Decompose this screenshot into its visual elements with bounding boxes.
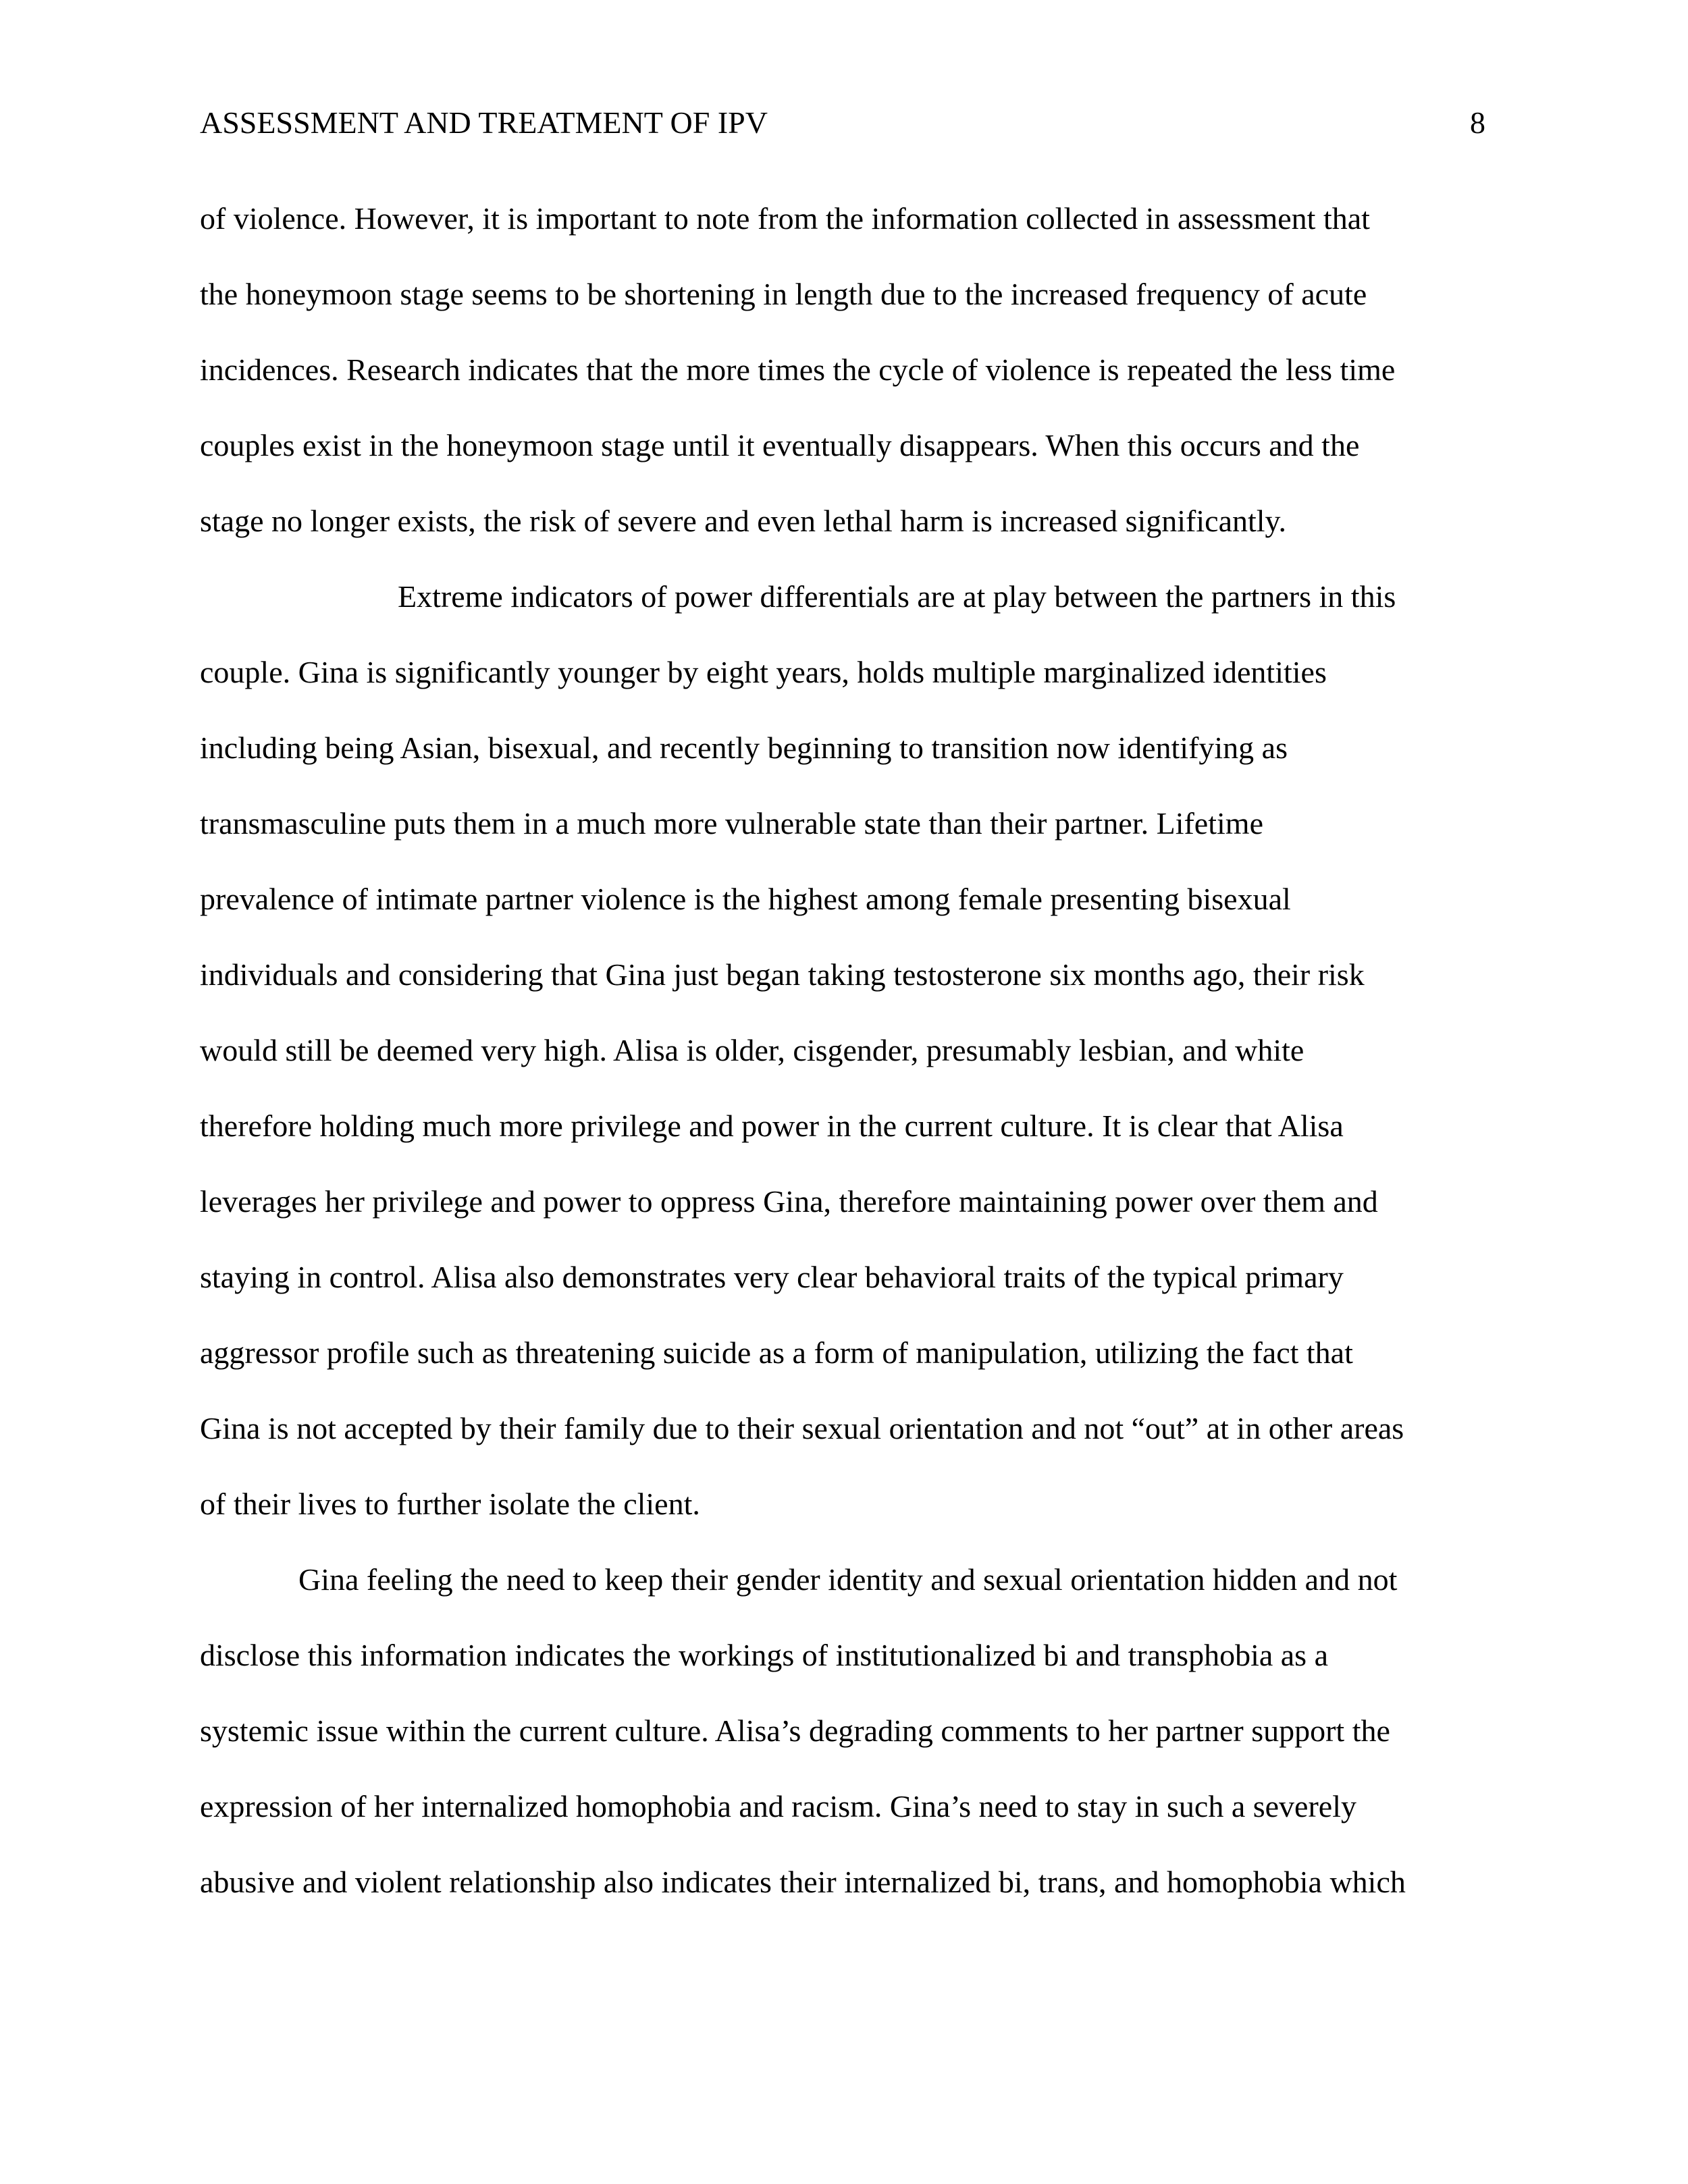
text-line: disclose this information indicates the workings of institutionalized bi and transphobia as a [200,1638,1329,1672]
text-line: couples exist in the honeymoon stage until it eventually disappears. When this occurs and the [200,428,1360,462]
text-line: therefore holding much more privilege and power in the current culture. It is clear that Alisa [200,1109,1344,1143]
text-line: prevalence of intimate partner violence is the highest among female presenting bisexual [200,882,1291,916]
page-header [200,103,1485,143]
text-line: staying in control. Alisa also demonstrates very clear behavioral traits of the typical primary [200,1260,1344,1294]
text-line: Gina is not accepted by their family due to their sexual orientation and not “out” at in other areas [200,1411,1404,1445]
text-line: the honeymoon stage seems to be shortening in length due to the increased frequency of acute [200,277,1367,311]
page-number: 8 [1470,105,1485,140]
text-line: individuals and considering that Gina just began taking testosterone six months ago, their risk [200,957,1365,992]
running-head: ASSESSMENT AND TREATMENT OF IPV [200,105,768,140]
text-line: aggressor profile such as threatening suicide as a form of manipulation, utilizing the fact that [200,1335,1353,1370]
text-line: of violence. However, it is important to note from the information collected in assessment that [200,201,1370,236]
paragraph-first-line: Extreme indicators of power differentials are at play between the partners in this [398,579,1396,614]
text-line: leverages her privilege and power to oppress Gina, therefore maintaining power over them and [200,1184,1378,1219]
text-line: couple. Gina is significantly younger by eight years, holds multiple marginalized identities [200,655,1327,689]
text-line: of their lives to further isolate the client. [200,1487,700,1521]
paragraph-first-line: Gina feeling the need to keep their gender identity and sexual orientation hidden and not [298,1562,1398,1597]
text-line: abusive and violent relationship also indicates their internalized bi, trans, and homophobia which [200,1865,1406,1899]
text-line: transmasculine puts them in a much more vulnerable state than their partner. Lifetime [200,806,1263,841]
text-line: incidences. Research indicates that the more times the cycle of violence is repeated the less time [200,352,1396,387]
text-line: expression of her internalized homophobia and racism. Gina’s need to stay in such a severely [200,1789,1356,1823]
text-line: systemic issue within the current culture. Alisa’s degrading comments to her partner support the [200,1713,1390,1748]
text-line: stage no longer exists, the risk of severe and even lethal harm is increased significantly. [200,504,1287,538]
text-line: including being Asian, bisexual, and recently beginning to transition now identifying as [200,730,1288,765]
text-line: would still be deemed very high. Alisa is older, cisgender, presumably lesbian, and white [200,1033,1304,1067]
